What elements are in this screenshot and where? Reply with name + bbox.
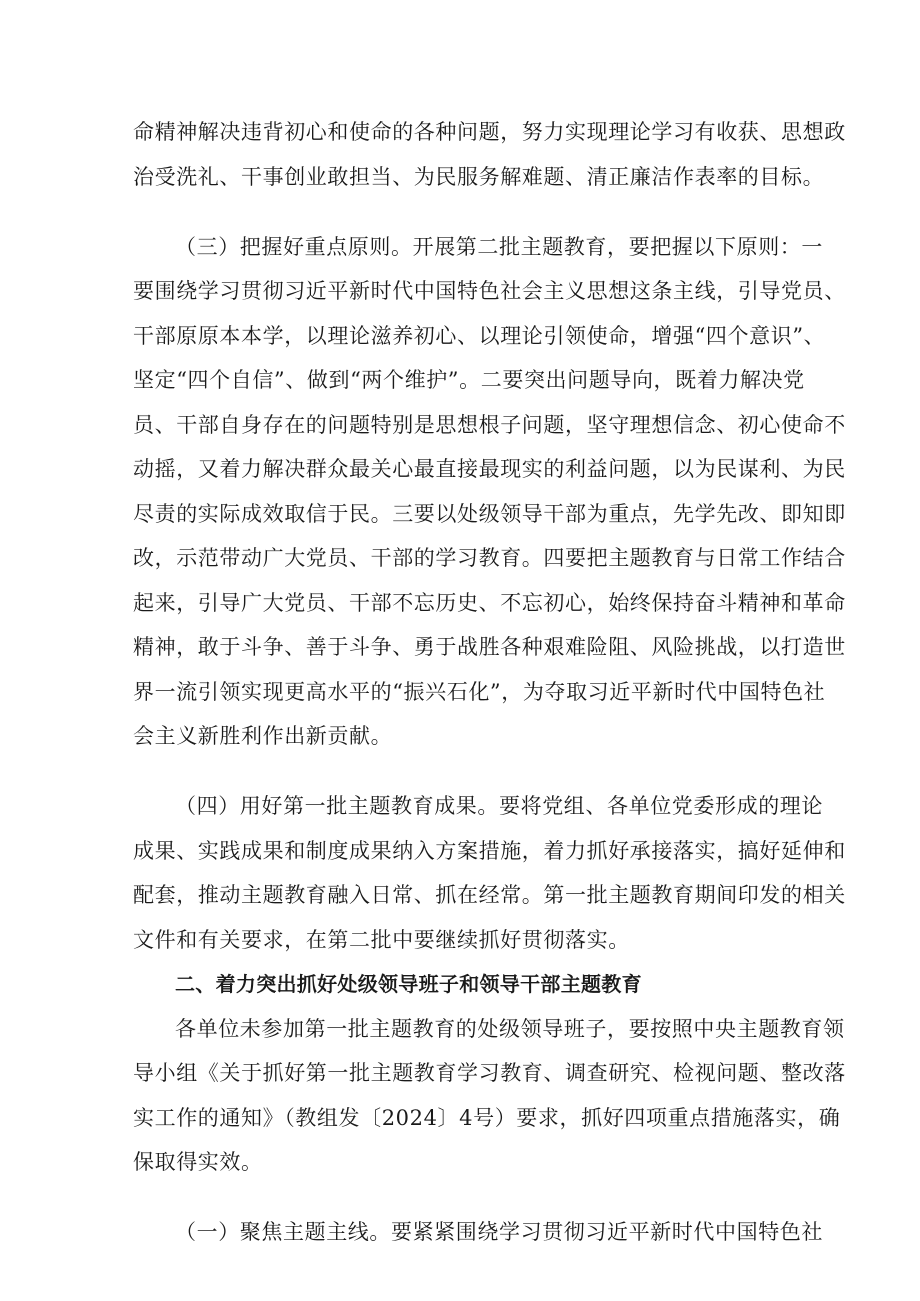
paragraph-line: 成果、实践成果和制度成果纳入方案措施，着力抓好承接落实，搞好延伸和 [133, 839, 846, 863]
paragraph-line: 文件和有关要求，在第二批中要继续抓好贯彻落实。 [133, 928, 630, 952]
section-heading: 二、着力突出抓好处级领导班子和领导干部主题教育 [175, 972, 642, 996]
paragraph-line: （一）聚焦主题主线。要紧紧围绕学习贯彻习近平新时代中国特色社 [175, 1220, 823, 1244]
paragraph-line: 精神，敢于斗争、善于斗争、勇于战胜各种艰难险阻、风险挑战，以打造世 [133, 635, 846, 659]
paragraph-line: （三）把握好重点原则。开展第二批主题教育，要把握以下原则：一 [175, 235, 823, 259]
paragraph-line: 员、干部自身存在的问题特别是思想根子问题，坚守理想信念、初心使命不 [133, 413, 846, 437]
paragraph-line: 要围绕学习贯彻习近平新时代中国特色社会主义思想这条主线，引导党员、 [133, 279, 846, 303]
paragraph-line: 实工作的通知》（教组发〔2024〕4号）要求，抓好四项重点措施落实，确 [133, 1106, 841, 1130]
paragraph-line: 界一流引领实现更高水平的“振兴石化”，为夺取习近平新时代中国特色社 [133, 680, 826, 704]
paragraph-line: 会主义新胜利作出新贡献。 [133, 724, 393, 748]
paragraph-line: 动摇，又着力解决群众最关心最直接最现实的利益问题，以为民谋利、为民 [133, 457, 846, 481]
paragraph-line: 导小组《关于抓好第一批主题教育学习教育、调查研究、检视问题、整改落 [133, 1061, 846, 1085]
paragraph-line: 各单位未参加第一批主题教育的处级领导班子，要按照中央主题教育领 [175, 1017, 845, 1041]
paragraph-line: 治受洗礼、干事创业敢担当、为民服务解难题、清正廉洁作表率的目标。 [133, 165, 825, 189]
paragraph-line: （四）用好第一批主题教育成果。要将党组、各单位党委形成的理论 [175, 794, 823, 818]
paragraph-line: 保取得实效。 [133, 1150, 263, 1174]
paragraph-line: 配套，推动主题教育融入日常、抓在经常。第一批主题教育期间印发的相关 [133, 883, 846, 907]
paragraph-line: 命精神解决违背初心和使命的各种问题，努力实现理论学习有收获、思想政 [133, 120, 846, 144]
paragraph-line: 尽责的实际成效取信于民。三要以处级领导干部为重点，先学先改、即知即 [133, 502, 846, 526]
paragraph-line: 起来，引导广大党员、干部不忘历史、不忘初心，始终保持奋斗精神和革命 [133, 591, 846, 615]
paragraph-line: 干部原原本本学，以理论滋养初心、以理论引领使命，增强“四个意识”、 [133, 324, 826, 348]
paragraph-line: 改，示范带动广大党员、干部的学习教育。四要把主题教育与日常工作结合 [133, 546, 846, 570]
paragraph-line: 坚定“四个自信”、做到“两个维护”。二要突出问题导向，既着力解决党 [133, 368, 805, 392]
